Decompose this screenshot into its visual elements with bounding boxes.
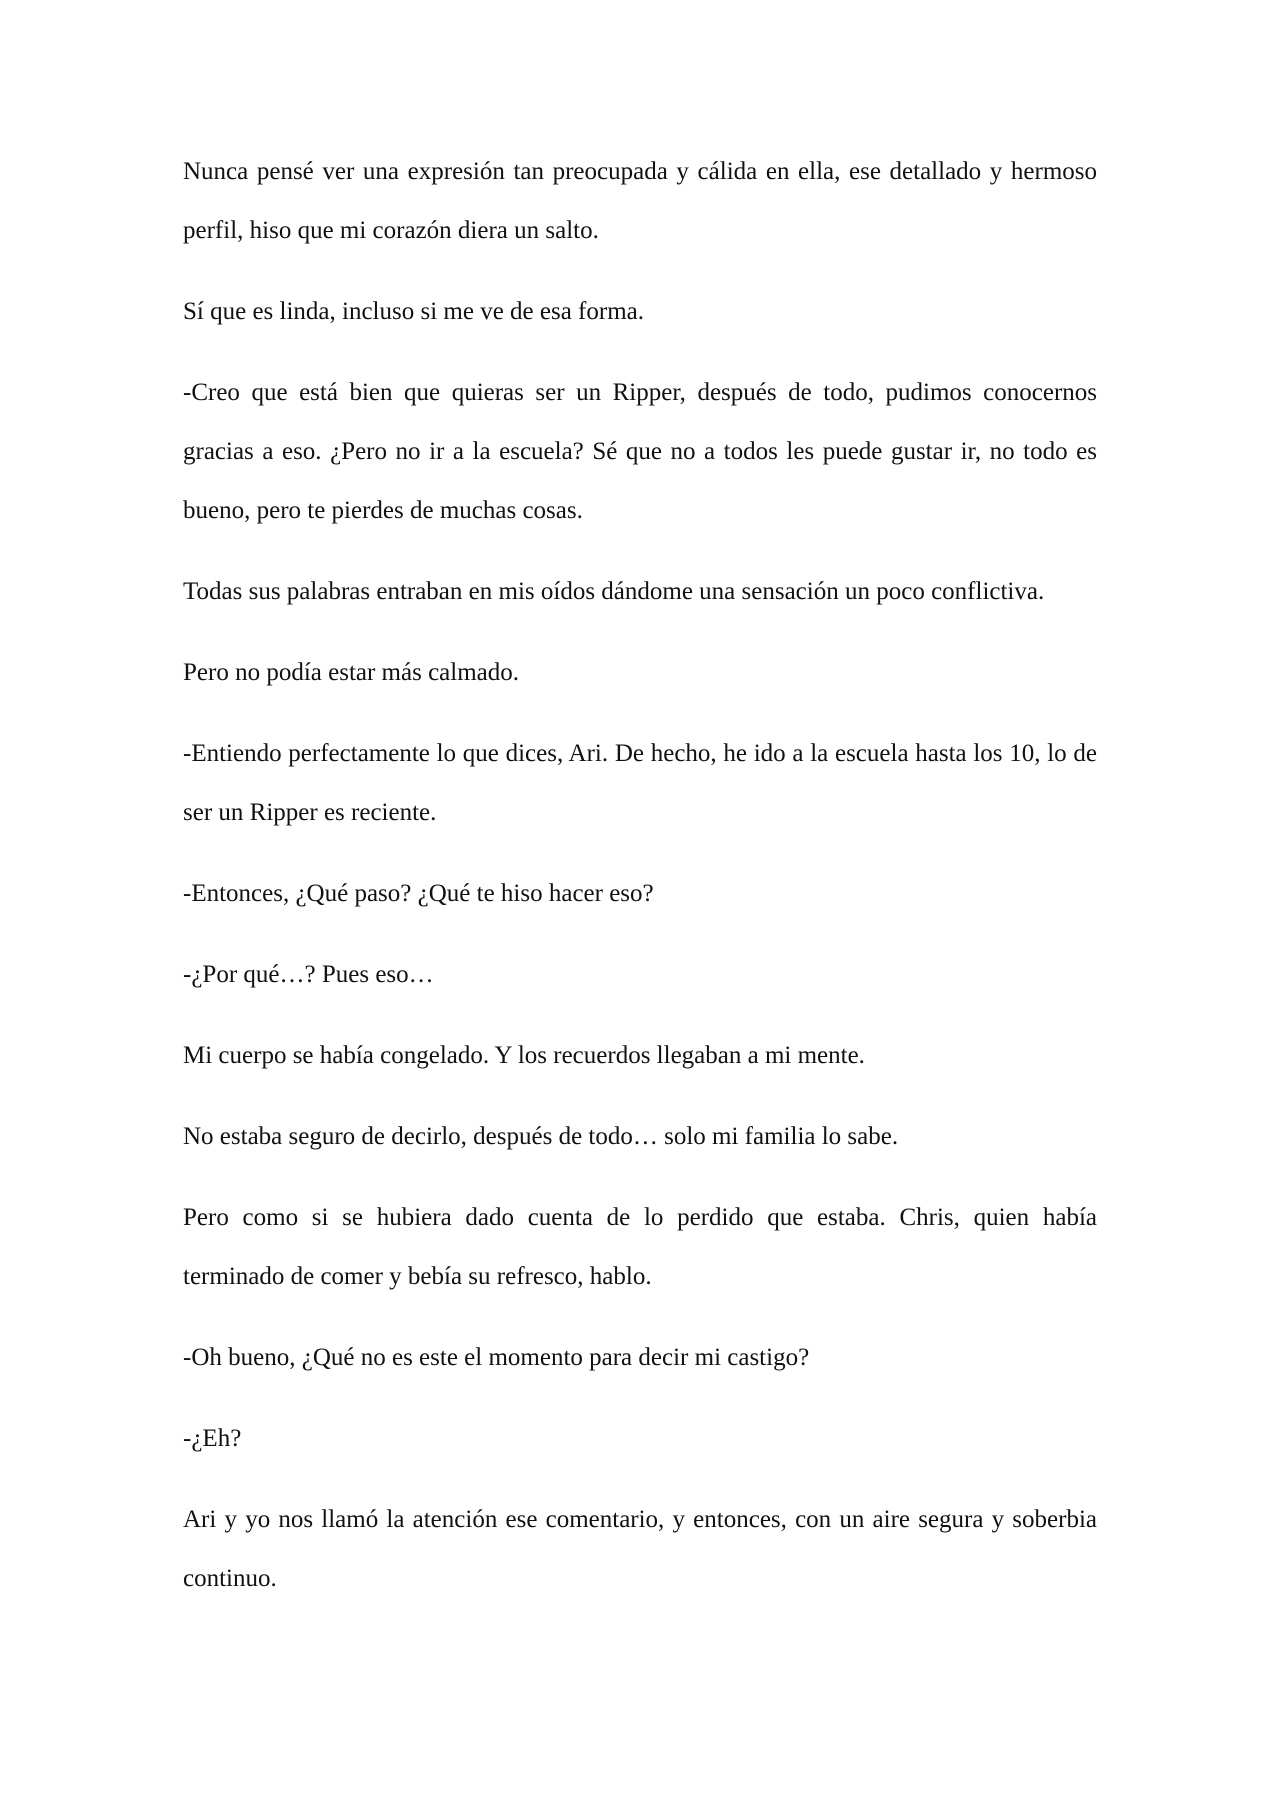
paragraph: -Entiendo perfectamente lo que dices, Ari. De hecho, he ido a la escuela hasta los 10, lo de ser un Ripper es reciente. <box>183 740 1097 826</box>
paragraph: Mi cuerpo se había congelado. Y los recuerdos llegaban a mi mente. <box>183 1042 865 1069</box>
paragraph: Todas sus palabras entraban en mis oídos dándome una sensación un poco conflictiva. <box>183 578 1045 605</box>
paragraph: No estaba seguro de decirlo, después de todo… solo mi familia lo sabe. <box>183 1123 899 1150</box>
paragraph: Pero como si se hubiera dado cuenta de lo perdido que estaba. Chris, quien había terminado de comer y bebía su refresco, hablo. <box>183 1204 1097 1290</box>
paragraph: Nunca pensé ver una expresión tan preocupada y cálida en ella, ese detallado y hermoso perfil, hiso que mi corazón diera un salto. <box>183 158 1097 244</box>
paragraph: Ari y yo nos llamó la atención ese comentario, y entonces, con un aire segura y soberbia continuo. <box>183 1506 1097 1592</box>
paragraph: Pero no podía estar más calmado. <box>183 659 520 686</box>
paragraph: -Oh bueno, ¿Qué no es este el momento para decir mi castigo? <box>183 1344 810 1371</box>
document-body <box>183 142 1097 1608</box>
paragraph: -Creo que está bien que quieras ser un Ripper, después de todo, pudimos conocernos gracias a eso. ¿Pero no ir a la escuela? Sé que no a todos les puede gustar ir, no todo es bueno, pero te pierdes de muchas cosas. <box>183 379 1097 524</box>
paragraph: -¿Por qué…? Pues eso… <box>183 961 434 988</box>
paragraph: Sí que es linda, incluso si me ve de esa forma. <box>183 298 644 325</box>
paragraph: -Entonces, ¿Qué paso? ¿Qué te hiso hacer eso? <box>183 880 654 907</box>
paragraph: -¿Eh? <box>183 1425 242 1452</box>
